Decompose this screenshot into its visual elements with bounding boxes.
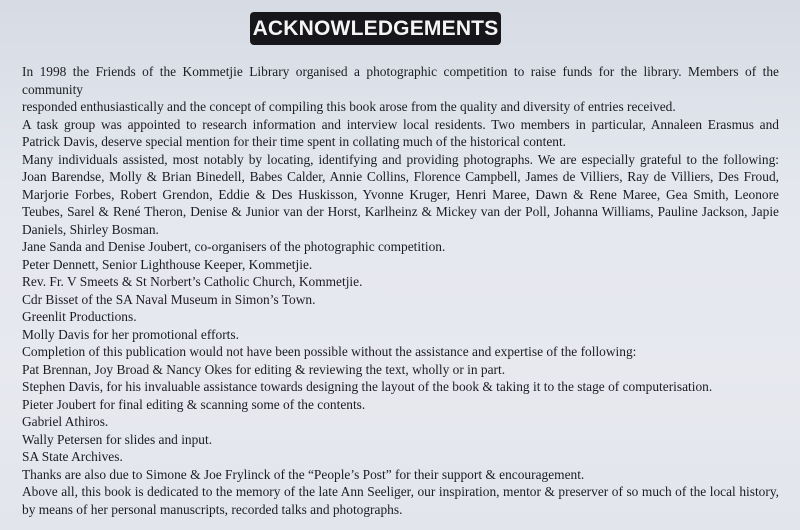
text-line: In 1998 the Friends of the Kommetjie Library organised a photographic competition to raise funds for the library. Members of the community [22, 64, 779, 97]
text-line: Joan Barendse, Molly & Brian Binedell, Babes Calder, Annie Collins, Florence Campbell, James de Villiers, Ray de Villiers, Des Froud, [22, 169, 779, 184]
text-line: Molly Davis for her promotional efforts. [22, 326, 239, 342]
text-line: Greenlit Productions. [22, 309, 137, 324]
text-line: Many individuals assisted, most notably by locating, identifying and providing photographs. We are especially grateful to the following: [22, 151, 779, 167]
text-line: Rev. Fr. V Smeets & St Norbert’s Catholic Church, Kommetjie. [22, 274, 363, 289]
text-line: Cdr Bisset of the SA Naval Museum in Simon’s Town. [22, 291, 316, 307]
text-line: Peter Dennett, Senior Lighthouse Keeper, Kommetjie. [22, 256, 313, 272]
text-line: SA State Archives. [22, 449, 123, 464]
text-line: Pat Brennan, Joy Broad & Nancy Okes for editing & reviewing the text, wholly or in part. [22, 361, 506, 377]
text-line: Pieter Joubert for final editing & scanning some of the contents. [22, 396, 366, 412]
text-line: Teubes, Sarel & René Theron, Denise & Junior van der Horst, Karlheinz & Mickey van der Poll, Johanna Williams, Pauline Jackson, Japie [22, 204, 779, 219]
text-line: Patrick Davis, deserve special mention for their time spent in collating much of the historical content. [22, 134, 567, 149]
text-line: Gabriel Athiros. [22, 414, 109, 429]
text-line: Jane Sanda and Denise Joubert, co-organisers of the photographic competition. [22, 239, 446, 254]
text-line: responded enthusiastically and the concept of compiling this book arose from the quality and diversity of entries received. [22, 99, 676, 114]
page-title: ACKNOWLEDGEMENTS [252, 16, 499, 40]
text-line: Completion of this publication would not have been possible without the assistance and expertise of the following: [22, 344, 637, 359]
text-line: by means of her personal manuscripts, recorded talks and photographs. [22, 501, 403, 517]
acknowledgements-body [22, 63, 779, 518]
text-line: Above all, this book is dedicated to the memory of the late Ann Seeliger, our inspiration, mentor & preserver of so much of the local history, [22, 484, 779, 499]
text-line: Daniels, Shirley Bosman. [22, 221, 159, 237]
text-line: Wally Petersen for slides and input. [22, 431, 213, 447]
title-banner [250, 12, 501, 45]
text-line: A task group was appointed to research information and interview local residents. Two members in particular, Annaleen Erasmus and [22, 116, 779, 132]
text-line: Stephen Davis, for his invaluable assistance towards designing the layout of the book & taking it to the stage of computerisation. [22, 379, 713, 394]
text-line: Marjorie Forbes, Robert Grendon, Eddie & Des Huskisson, Yvonne Kruger, Henri Maree, Dawn & Rene Maree, Gea Smith, Leonore [22, 186, 779, 202]
text-line: Thanks are also due to Simone & Joe Frylinck of the “People’s Post” for their support & encouragement. [22, 466, 585, 482]
